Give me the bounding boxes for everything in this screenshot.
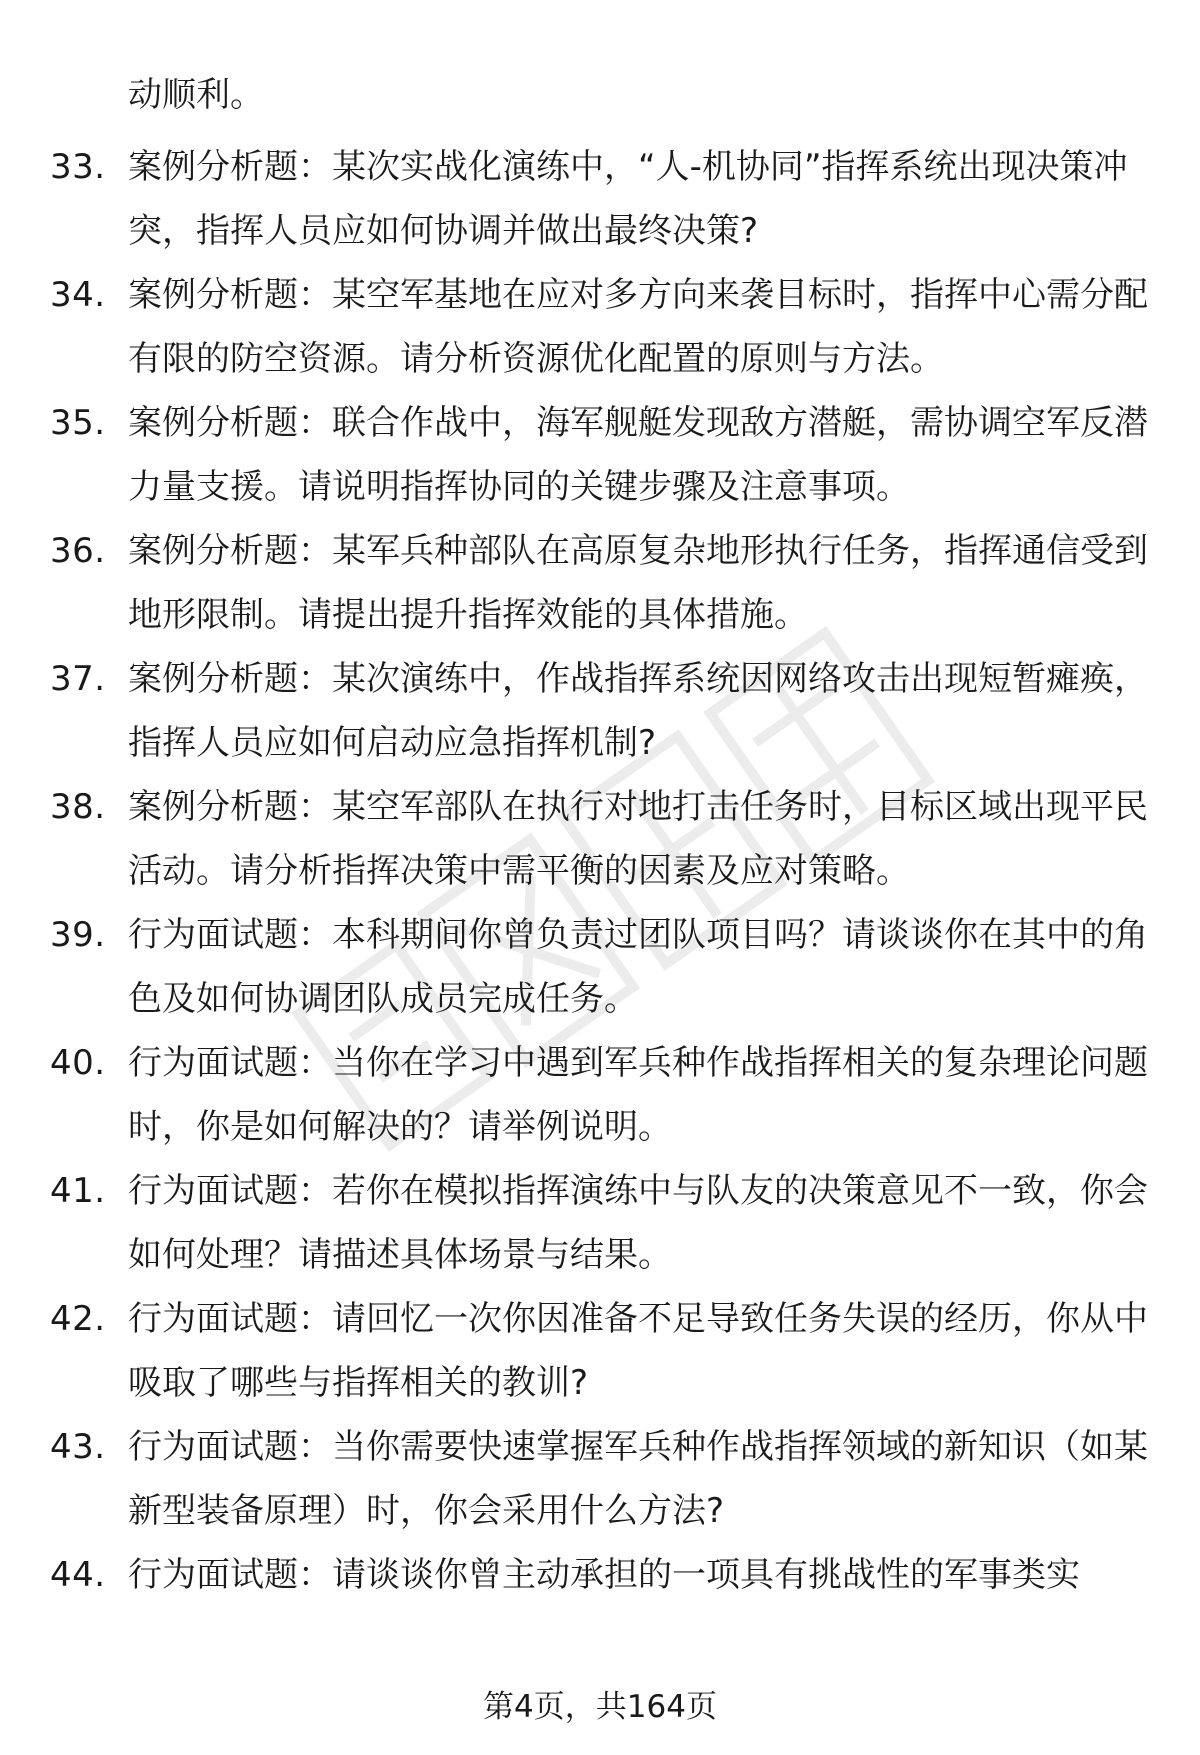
page-footer: 第4页，共164页	[483, 1689, 717, 1725]
question-number: 43.	[50, 1427, 106, 1467]
question-text: 行为面试题：当你在学习中遇到军兵种作战指挥相关的复杂理论问题时，你是如何解决的？请举例说明。	[128, 1043, 1148, 1147]
question-number: 36.	[50, 531, 106, 571]
list-item	[50, 263, 1160, 391]
question-text: 案例分析题：某军兵种部队在高原复杂地形执行任务，指挥通信受到地形限制。请提出提升指挥效能的具体措施。	[128, 531, 1148, 635]
question-number: 39.	[50, 915, 106, 955]
list-item	[50, 1031, 1160, 1159]
question-text: 行为面试题：若你在模拟指挥演练中与队友的决策意见不一致，你会如何处理？请描述具体场景与结果。	[128, 1171, 1148, 1275]
question-text: 案例分析题：联合作战中，海军舰艇发现敌方潜艇，需协调空军反潜力量支援。请说明指挥协同的关键步骤及注意事项。	[128, 403, 1148, 507]
question-number: 40.	[50, 1043, 106, 1083]
list-item	[50, 391, 1160, 519]
list-item	[50, 519, 1160, 647]
list-item	[50, 1287, 1160, 1415]
list-item	[50, 1159, 1160, 1287]
question-number: 37.	[50, 659, 106, 699]
list-item	[50, 903, 1160, 1031]
question-text: 案例分析题：某次实战化演练中，“人-机协同”指挥系统出现决策冲突，指挥人员应如何协调并做出最终决策?	[128, 147, 1128, 251]
continued-text: 动顺利。	[128, 75, 264, 115]
question-number: 35.	[50, 403, 106, 443]
question-number: 34.	[50, 275, 106, 315]
question-text: 行为面试题：请谈谈你曾主动承担的一项具有挑战性的军事类实	[128, 1555, 1080, 1595]
question-number: 44.	[50, 1555, 106, 1595]
question-text: 案例分析题：某空军部队在执行对地打击任务时，目标区域出现平民活动。请分析指挥决策中需平衡的因素及应对策略。	[128, 787, 1148, 891]
question-text: 行为面试题：本科期间你曾负责过团队项目吗？请谈谈你在其中的角色及如何协调团队成员完成任务。	[128, 915, 1148, 1019]
question-text: 行为面试题：当你需要快速掌握军兵种作战指挥领域的新知识（如某新型装备原理）时，你会采用什么方法?	[128, 1427, 1148, 1531]
question-number: 38.	[50, 787, 106, 827]
list-item	[50, 1415, 1160, 1543]
list-item	[50, 1543, 1160, 1671]
question-number: 41.	[50, 1171, 106, 1211]
question-number: 33.	[50, 147, 106, 187]
list-item	[50, 647, 1160, 775]
list-item	[50, 135, 1160, 263]
question-number: 42.	[50, 1299, 106, 1339]
question-list	[50, 135, 1160, 1671]
question-text: 案例分析题：某次演练中，作战指挥系统因网络攻击出现短暂瘫痪，指挥人员应如何启动应急指挥机制?	[128, 659, 1148, 763]
question-text: 行为面试题：请回忆一次你因准备不足导致任务失误的经历，你从中吸取了哪些与指挥相关的教训?	[128, 1299, 1148, 1403]
question-text: 案例分析题：某空军基地在应对多方向来袭目标时，指挥中心需分配有限的防空资源。请分析资源优化配置的原则与方法。	[128, 275, 1148, 379]
list-item	[50, 775, 1160, 903]
